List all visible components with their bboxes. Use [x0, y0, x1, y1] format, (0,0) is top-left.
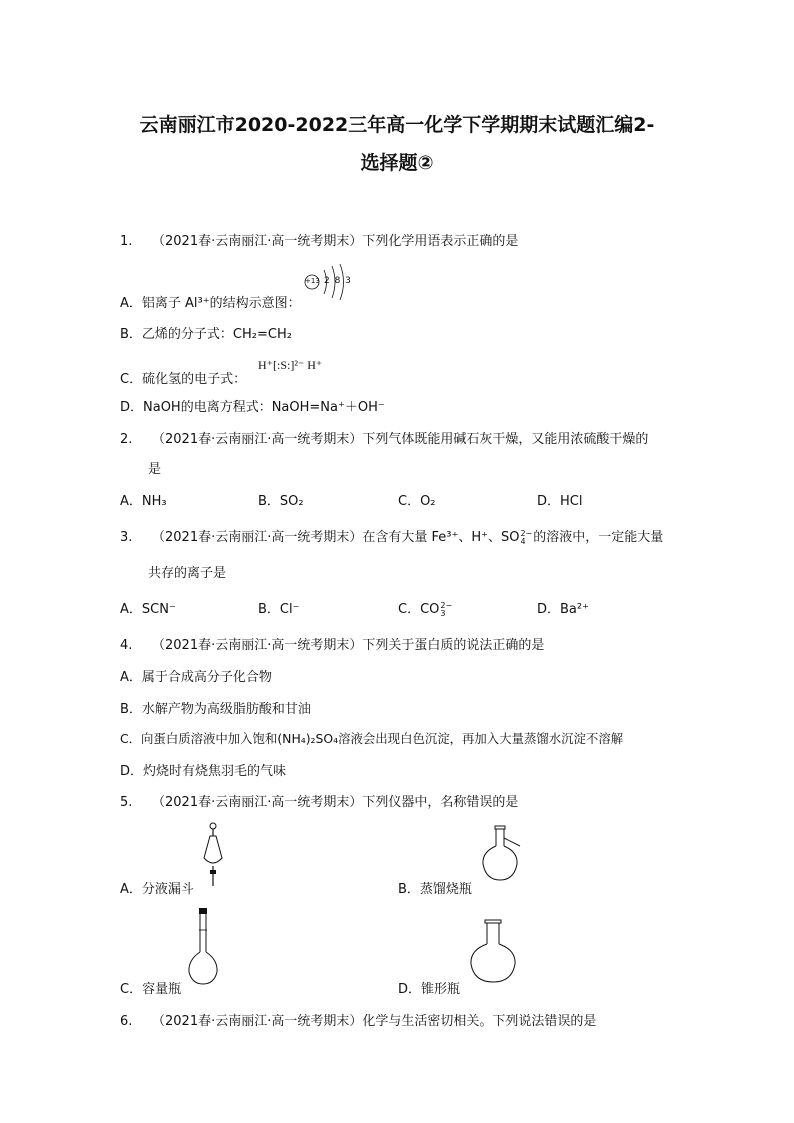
nucleus-charge: +13 [305, 277, 320, 285]
question-3-continued: 共存的离子是 [148, 566, 227, 581]
option-1c: C．硫化氢的电子式： [120, 372, 247, 387]
question-number: 4. [120, 638, 133, 653]
option-4a: A．属于合成高分子化合物 [120, 670, 272, 685]
option-5c: C．容量瓶 [120, 982, 182, 997]
electron-shells: 2 8 3 [324, 276, 352, 286]
question-stem: （2021春·云南丽江·高一统考期末）化学与生活密切相关。下列说法错误的是 [152, 1014, 597, 1029]
option-4b: B．水解产物为高级脂肪酸和甘油 [120, 702, 311, 717]
option-2b: B．SO₂ [258, 494, 304, 509]
document-title-line1: 云南丽江市2020-2022三年高一化学下学期期末试题汇编2- [139, 114, 655, 136]
option-3d: D．Ba²⁺ [537, 602, 589, 617]
question-5 [120, 791, 518, 810]
volumetric-flask-icon [186, 908, 220, 986]
option-5a: A．分液漏斗 [120, 882, 194, 897]
question-stem: （2021春·云南丽江·高一统考期末）下列关于蛋白质的说法正确的是 [152, 638, 545, 653]
document-title-line2: 选择题② [360, 152, 434, 174]
sulfate-charge: 2− 4 [520, 528, 533, 546]
question-stem: （2021春·云南丽江·高一统考期末）下列仪器中，名称错误的是 [152, 795, 519, 810]
option-3c: C．CO 2− 3 [398, 600, 453, 618]
h2s-electron-formula: H⁺[:S:]²⁻ H⁺ [258, 358, 323, 372]
distillation-flask-icon [480, 826, 528, 882]
question-number: 3. [120, 530, 133, 545]
option-5b: B．蒸馏烧瓶 [398, 882, 472, 897]
option-1d: D．NaOH的电离方程式：NaOH=Na⁺＋OH⁻ [120, 400, 385, 415]
question-number: 6. [120, 1014, 133, 1029]
option-5d: D．锥形瓶 [398, 982, 461, 997]
question-stem: （2021春·云南丽江·高一统考期末）下列化学用语表示正确的是 [152, 234, 519, 249]
question-number: 5. [120, 795, 133, 810]
option-2a: A．NH₃ [120, 494, 167, 509]
question-1 [120, 230, 518, 249]
question-2-continued: 是 [148, 462, 162, 477]
carbonate-charge: 2− 3 [440, 600, 453, 618]
question-6 [120, 1010, 596, 1029]
question-number: 2. [120, 432, 133, 447]
question-2 [120, 428, 648, 447]
option-2d: D．HCl [537, 494, 583, 509]
option-2c: C．O₂ [398, 494, 436, 509]
option-4d: D．灼烧时有烧焦羽毛的气味 [120, 764, 287, 779]
round-bottom-flask-icon [468, 920, 520, 984]
separatory-funnel-icon [198, 822, 228, 888]
question-3: 3. （2021春·云南丽江·高一统考期末）在含有大量 Fe³⁺、H⁺、SO 2− 4 的溶液中，一定能大量 [120, 528, 664, 546]
option-3a: A．SCN⁻ [120, 602, 176, 617]
option-3b: B．Cl⁻ [258, 602, 300, 617]
question-number: 1. [120, 234, 133, 249]
question-4 [120, 634, 544, 653]
question-stem: （2021春·云南丽江·高一统考期末）下列气体既能用碱石灰干燥，又能用浓硫酸干燥的 [152, 432, 649, 447]
option-1a: A．铝离子 Al³⁺的结构示意图： [120, 296, 301, 311]
question-stem: （2021春·云南丽江·高一统考期末）在含有大量 Fe³⁺、H⁺、SO [152, 530, 520, 545]
option-4c: C．向蛋白质溶液中加入饱和(NH₄)₂SO₄溶液会出现白色沉淀，再加入大量蒸馏水沉淀不溶解 [120, 731, 624, 746]
option-1b: B．乙烯的分子式：CH₂=CH₂ [120, 327, 292, 342]
